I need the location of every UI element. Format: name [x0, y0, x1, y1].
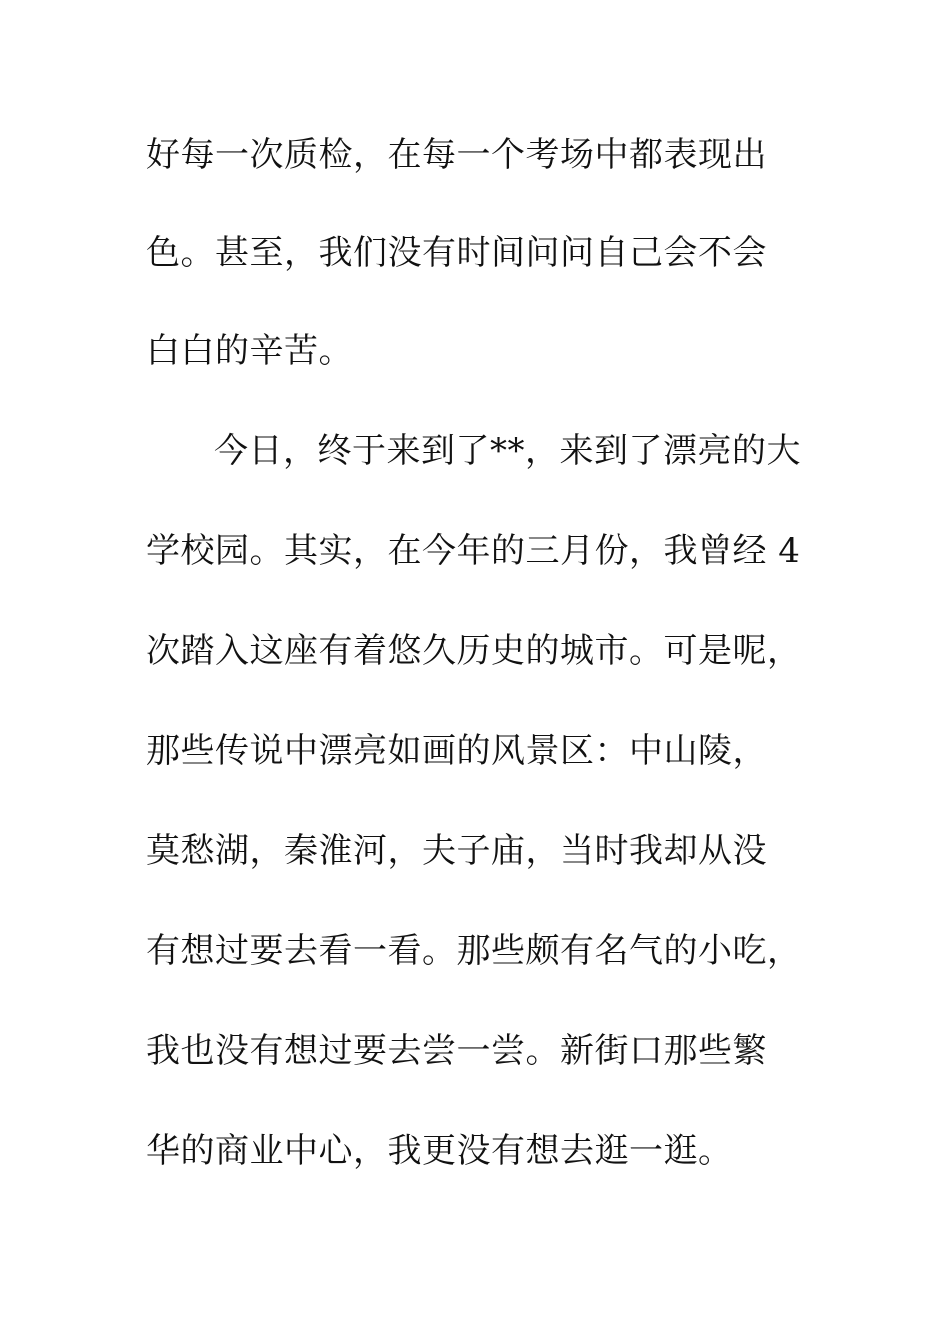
text-line-5: 学校园。其实，在今年的三月份，我曾经 4: [146, 531, 801, 571]
text-line-2: 色。甚至，我们没有时间问问自己会不会: [146, 233, 767, 273]
text-line-1: 好每一次质检，在每一个考场中都表现出: [146, 135, 767, 175]
text-line-3: 白白的辛苦。: [146, 331, 353, 371]
text-line-7: 那些传说中漂亮如画的风景区：中山陵，: [146, 731, 767, 771]
text-line-11: 华的商业中心，我更没有想去逛一逛。: [146, 1131, 733, 1171]
text-line-9: 有想过要去看一看。那些颇有名气的小吃，: [146, 931, 802, 971]
text-line-4: 今日，终于来到了**，来到了漂亮的大: [214, 431, 801, 471]
text-line-10: 我也没有想过要去尝一尝。新街口那些繁: [146, 1031, 767, 1071]
text-line-8: 莫愁湖，秦淮河，夫子庙，当时我却从没: [146, 831, 767, 871]
text-line-6: 次踏入这座有着悠久历史的城市。可是呢，: [146, 631, 802, 671]
